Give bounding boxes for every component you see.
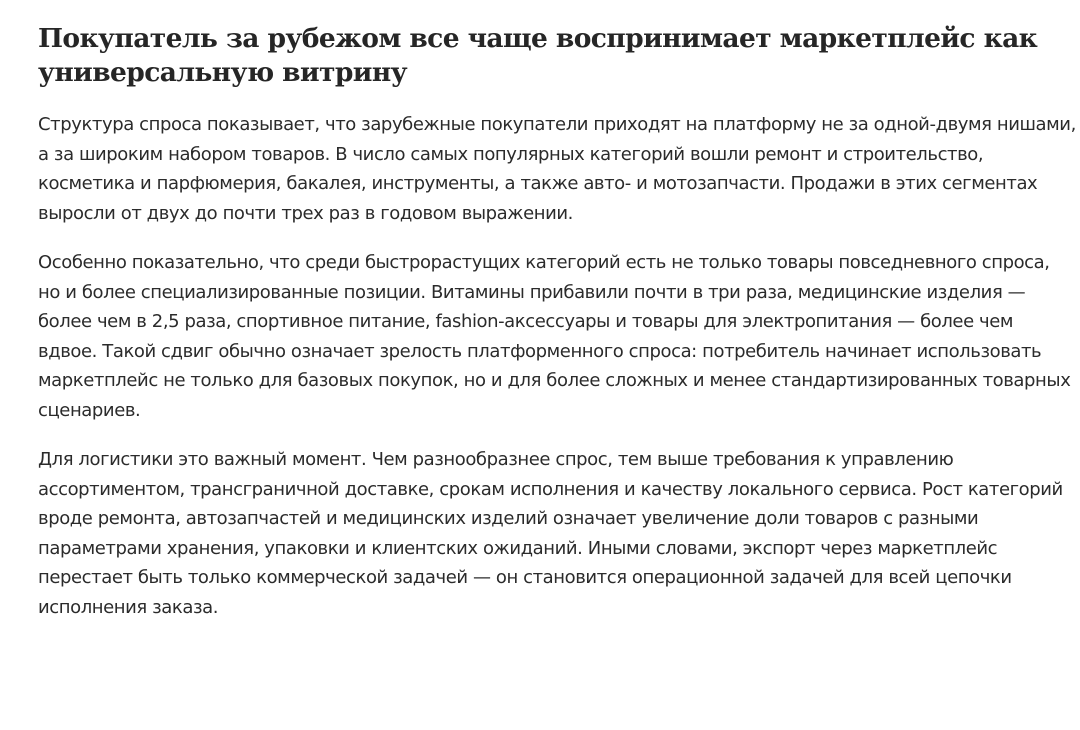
paragraph-logistics: Для логистики это важный момент. Чем разнообразнее спрос, тем выше требования к управлению ассортиментом, трансграничной доставке, срокам исполнения и качеству локального сервиса. Рост категорий вроде ремонта, автозапчастей и медицинских изделий означает увеличение доли товаров с разными параметрами хранения, упаковки и клиентских ожиданий. Иными словами, экспорт через маркетплейс перестает быть только коммерческой задачей — он становится операционной задачей для всей цепочки исполнения заказа. — [38, 449, 1063, 618]
article — [38, 22, 1076, 622]
paragraph-fast-growing-categories: Особенно показательно, что среди быстрорастущих категорий есть не только товары повседневного спроса, но и более специализированные позиции. Витамины прибавили почти в три раза, медицинские изделия — более чем в 2,5 раза, спортивное питание, fashion-аксессуары и товары для электропитания — более чем вдвое. Такой сдвиг обычно означает зрелость платформенного спроса: потребитель начинает использовать маркетплейс не только для базовых покупок, но и для более сложных и менее стандартизированных товарных сценариев. — [38, 252, 1071, 421]
paragraph-demand-structure: Структура спроса показывает, что зарубежные покупатели приходят на платформу не за одной-двумя нишами, а за широким набором товаров. В число самых популярных категорий вошли ремонт и строительство, косметика и парфюмерия, бакалея, инструменты, а также авто- и мотозапчасти. Продажи в этих сегментах выросли от двух до почти трех раз в годовом выражении. — [38, 114, 1076, 224]
article-title: Покупатель за рубежом все чаще воспринимает маркетплейс как универсальную витрину — [38, 23, 1038, 88]
